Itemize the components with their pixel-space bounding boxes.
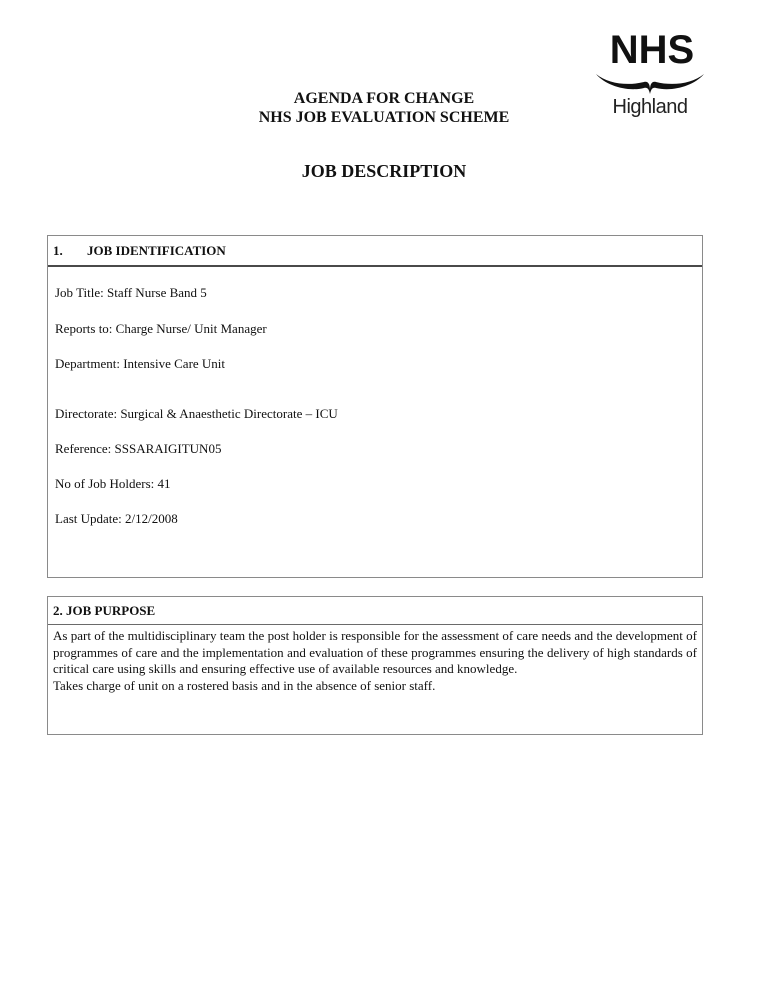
- field-department: Department: Intensive Care Unit: [55, 356, 226, 371]
- field-job-holders: No of Job Holders: 41: [55, 476, 171, 491]
- header-scheme-name: NHS JOB EVALUATION SCHEME: [258, 109, 510, 126]
- section-job-purpose: [47, 596, 703, 735]
- job-purpose-text: [53, 628, 697, 694]
- header-agenda-for-change: AGENDA FOR CHANGE: [293, 90, 475, 107]
- section-header: [48, 236, 702, 267]
- nhs-highland-logo: [592, 30, 708, 126]
- section-job-identification: [47, 235, 703, 578]
- field-directorate: Directorate: Surgical & Anaesthetic Directorate – ICU: [55, 406, 338, 421]
- field-last-update: Last Update: 2/12/2008: [55, 511, 178, 526]
- section-header: 2. JOB PURPOSE: [48, 597, 702, 625]
- section-number: 1.: [53, 243, 63, 258]
- purpose-paragraph: Takes charge of unit on a rostered basis and in the absence of senior staff.: [53, 677, 436, 693]
- field-reference: Reference: SSSARAIGITUN05: [55, 441, 222, 456]
- document-title: JOB DESCRIPTION: [301, 161, 467, 181]
- field-reports-to: Reports to: Charge Nurse/ Unit Manager: [55, 321, 267, 336]
- nhs-region-text: Highland: [612, 96, 688, 118]
- nhs-swoosh-icon: [594, 70, 706, 96]
- field-job-title: Job Title: Staff Nurse Band 5: [55, 285, 207, 300]
- section-title: JOB IDENTIFICATION: [87, 243, 226, 258]
- purpose-paragraph: As part of the multidisciplinary team the post holder is responsible for the assessment of care needs and the development of programmes of care and the implementation and evaluation of these programmes ensuring the delivery of high standards of critical care using skills and ensuring effective use of available resources and knowledge.: [53, 628, 697, 676]
- nhs-logo-text: NHS: [609, 28, 695, 72]
